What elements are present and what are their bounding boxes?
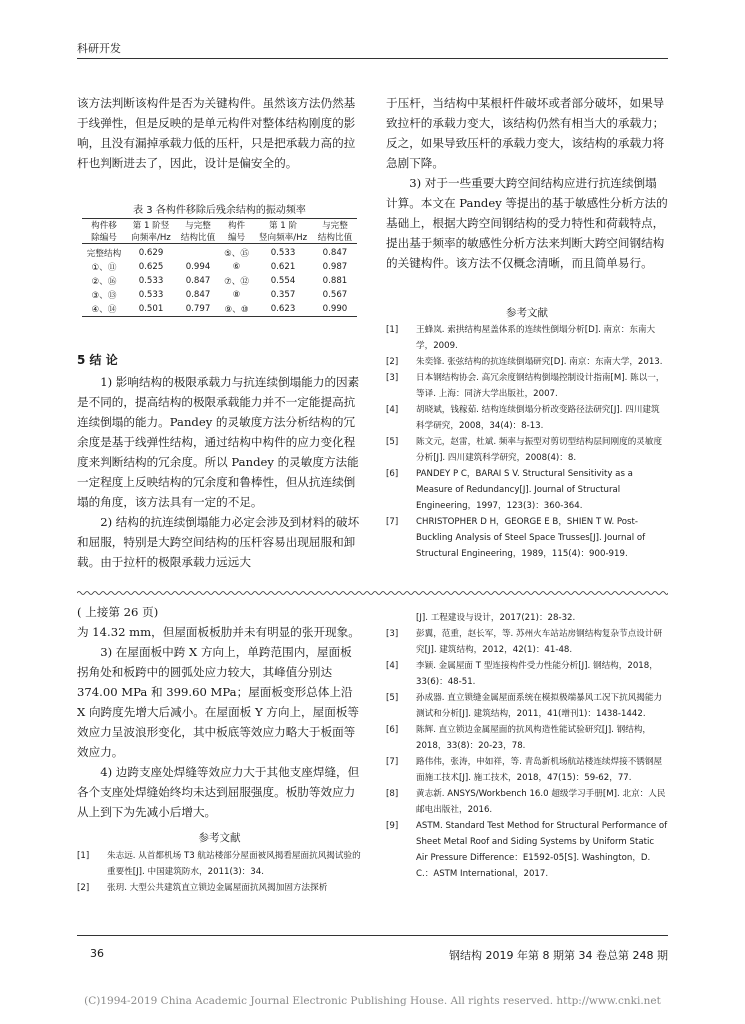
table-header-row [82, 231, 357, 244]
table-header-cell: 第 1 阶 [268, 221, 298, 231]
table-caption: 表 3 各构件移除后残余结构的振动频率 [133, 205, 306, 216]
reference-item: [6] PANDEY P C，BARAI S V. Structural Sensitivity as a Measure of Redundancy[J]. Journal of Structural Engineering，1997，123(3)：360-364. [386, 469, 633, 511]
table-header-row [82, 219, 357, 232]
reference-item: [5] 陈文元，赵雷，杜斌. 频率与振型对剪切型结构层间刚度的灵敏度分析[J]. 四川建筑科学研究，2008(4)：8. [386, 437, 663, 463]
table-cell: ④、⑭ [91, 305, 117, 315]
table-header-cell: 结构比值 [313, 231, 357, 244]
section-label: 科研开发 [77, 42, 121, 55]
continued-note: ( 上接第 26 页) [77, 605, 159, 619]
paragraph: 3) 在屋面板中跨 X 方向上，单跨范围内，屋面板拐角处和板跨中的圆弧处应力较大，其峰值分别达 374.00 MPa 和 399.60 MPa；屋面板变形总体上沿 X 向跨度先增大后减小。在屋面板 Y 方向上，屋面板等效应力呈波浪形变化，其中板底等效应力略大于板面等效应力。 [77, 645, 360, 759]
table-row [82, 244, 357, 261]
table-cell [176, 244, 220, 261]
table-cell: 0.625 [138, 262, 164, 272]
reference-item: [3] 日本钢结构协会. 高冗余度钢结构倒塌控制设计指南[M]. 陈以一，等译. 上海：同济大学出版社，2007. [386, 373, 665, 399]
reference-item: [5] 孙成器. 直立锁缝金属屋面系统在模拟极端暴风工况下抗风揭能力测试和分析[J]. 建筑结构，2011，41(增刊1)：1438-1442. [386, 693, 663, 719]
table-cell: 0.847 [322, 248, 348, 258]
table-cell: 0.987 [322, 262, 348, 272]
copyright-notice: (C)1994-2019 China Academic Journal Electronic Publishing House. All rights reserved. http://www.cnki.net [84, 995, 661, 1007]
table-cell: 0.533 [270, 248, 296, 258]
reference-item: [7] 路伟伟，张涛，申如祥，等. 青岛新机场航站楼连续焊接不锈钢屋面施工技术[J]. 施工技术，2018，47(15)：59-62，77. [386, 757, 663, 783]
table-cell: 0.554 [270, 276, 296, 286]
table-cell: ⑦、⑫ [224, 277, 249, 287]
reference-item: [2] 张玥. 大型公共建筑直立锁边金属屋面抗风揭加固方法探析 [77, 883, 328, 893]
reference-list [386, 610, 668, 882]
table-row [82, 302, 357, 317]
section-title: 5 结 论 [77, 353, 118, 367]
table-header-cell: 除编号 [82, 231, 126, 244]
reference-item: [6] 陈辉. 直立锁边金属屋面的抗风构造性能试验研究[J]. 钢结构，2018，33(8)：20-23，78. [386, 725, 652, 751]
paragraph: 该方法判断该构件是否为关键构件。虽然该方法仍然基于线弹性，但是反映的是单元构件对整体结构刚度的影响，且没有漏掉承载力低的压杆，只是把承载力高的拉杆也判断进去了，因此，设计是偏安全的。 [77, 96, 356, 170]
conclusions-column [77, 350, 362, 572]
table-header-cell: 与完整 [185, 221, 211, 231]
table-cell: 0.501 [138, 304, 164, 314]
table-header-cell: 与完整 [322, 221, 348, 231]
top-left-column [77, 93, 362, 173]
table-cell: ⑥ [232, 262, 241, 272]
table-cell: 0.567 [322, 290, 348, 300]
reference-item: [2] 朱奕锋. 张弦结构的抗连续倒塌研究[D]. 南京：东南大学，2013. [386, 357, 663, 367]
reference-item: [9] ASTM. Standard Test Method for Structural Performance of Sheet Metal Roof and Siding Systems by Uniform Static Air Pressure Difference：E1592-05[S]. Washington，D. C.：ASTM International，2017. [386, 821, 668, 879]
reference-item: [1] 王蜂岚. 索拱结构屋盖体系的连续性倒塌分析[D]. 南京：东南大学，2009. [386, 325, 656, 351]
table-cell: ②、⑯ [91, 277, 117, 287]
reference-item: [4] 李颖. 金属屋面 T 型连接构件受力性能分析[J]. 钢结构，2018，33(6)：48-51. [386, 661, 658, 687]
table-header-cell: 结构比值 [176, 231, 220, 244]
table-header-cell: 构件 [227, 221, 246, 231]
table-cell: 0.797 [185, 304, 211, 314]
table-cell: 完整结构 [86, 249, 122, 259]
references-title: 参考文献 [198, 832, 241, 844]
table-cell: 0.990 [322, 304, 348, 314]
reference-item: [7] CHRISTOPHER D H，GEORGE E B，SHIEN T W. Post-Buckling Analysis of Steel Space Trusses[J]. Journal of Structural Engineering，1989，115(4)：900-919. [386, 517, 646, 559]
footer-rule [77, 935, 668, 936]
table-row [82, 260, 357, 274]
header-rule [77, 58, 668, 59]
frequency-table [82, 218, 357, 317]
table-cell: 0.533 [138, 290, 164, 300]
table-cell: ⑧ [232, 290, 241, 300]
table-cell: 0.994 [185, 262, 211, 272]
paragraph: 1) 影响结构的极限承载力与抗连续倒塌能力的因素是不同的，提高结构的极限承载能力并不一定能提高抗连续倒塌的能力。Pandey 的灵敏度方法分析结构的冗余度是基于线弹性结构，通过结构中构件的应力变化程度来判断结构的冗余度。所以 Pandey 的灵敏度方法能一定程度上反映结构的冗余度和鲁棒性，但从抗连续倒塌的角度，该方法具有一定的不足。 [77, 375, 360, 509]
table-cell: 0.357 [270, 290, 296, 300]
paragraph: 于压杆，当结构中某根杆件破坏或者部分破坏，如果导致拉杆的承载力变大，该结构仍然有相当大的承载力；反之，如果导致压杆的承载力变大，该结构的承载力将急剧下降。 [386, 96, 665, 170]
table-cell: ①、⑪ [91, 263, 117, 273]
reference-list [386, 322, 668, 562]
references-title: 参考文献 [506, 307, 548, 319]
table-header-cell: 构件移 [91, 221, 117, 231]
table-row [82, 274, 357, 288]
bottom-left-column [77, 602, 362, 822]
table-cell: ⑨、⑩ [224, 305, 249, 315]
table-cell: 0.881 [322, 276, 348, 286]
table-header-cell: 编号 [220, 231, 253, 244]
reference-list [77, 848, 362, 896]
table-header-cell: 竖向频率/Hz [253, 231, 313, 244]
table-header-cell: 第 1 阶竖 [132, 221, 170, 231]
table-header-cell: 向频率/Hz [126, 231, 176, 244]
reference-item: [8] 黄志新. ANSYS/Workbench 16.0 超级学习手册[M]. 北京：人民邮电出版社，2016. [386, 789, 666, 815]
reference-item: [4] 胡晓斌，钱稼茹. 结构连续倒塌分析改变路径法研究[J]. 四川建筑科学研究，2008，34(4)：8-13. [386, 405, 660, 431]
paragraph: 为 14.32 mm，但屋面板板肋并未有明显的张开现象。 [77, 625, 360, 639]
reference-item: [1] 朱志远. 从首都机场 T3 航站楼部分屋面被风揭看屋面抗风揭试验的重要性[J]. 中国建筑防水，2011(3)：34. [77, 851, 361, 877]
table-cell: 0.847 [185, 276, 211, 286]
table-row [82, 288, 357, 302]
table-cell: ③、⑬ [91, 291, 117, 301]
page-number: 36 [90, 947, 104, 960]
table-cell: 0.533 [138, 276, 164, 286]
table-cell: ⑤、⑮ [224, 249, 249, 259]
table-cell: 0.623 [270, 304, 296, 314]
top-right-column [386, 93, 668, 273]
table-cell: 0.629 [138, 248, 164, 258]
paragraph: 3) 对于一些重要大跨空间结构应进行抗连续倒塌计算。本文在 Pandey 等提出的基于敏感性分析方法的基础上，根据大跨空间钢结构的受力特性和荷载特点，提出基于频率的敏感性分析方法来判断大跨空间钢结构的关键构件。该方法不仅概念清晰，而且简单易行。 [386, 176, 668, 270]
article-divider [77, 590, 668, 596]
journal-info: 钢结构 2019 年第 8 期第 34 卷总第 248 期 [449, 949, 668, 962]
reference-item: [3] 彭翼，范重，赵长军，等. 苏州火车站站房钢结构复杂节点设计研究[J]. 建筑结构，2012，42(1)：41-48. [386, 629, 663, 655]
table-cell: 0.621 [270, 262, 296, 272]
paragraph: 4) 边跨支座处焊缝等效应力大于其他支座焊缝，但各个支座处焊缝始终均未达到屈服强度。板肋等效应力从上到下为先减小后增大。 [77, 765, 360, 819]
reference-item: [J]. 工程建设与设计，2017(21)：28-32. [416, 613, 576, 623]
paragraph: 2) 结构的抗连续倒塌能力必定会涉及到材料的破坏和屈服，特别是大跨空间结构的压杆容易出现屈服和卸载。由于拉杆的极限承载力远远大 [77, 515, 360, 569]
table-cell: 0.847 [185, 290, 211, 300]
